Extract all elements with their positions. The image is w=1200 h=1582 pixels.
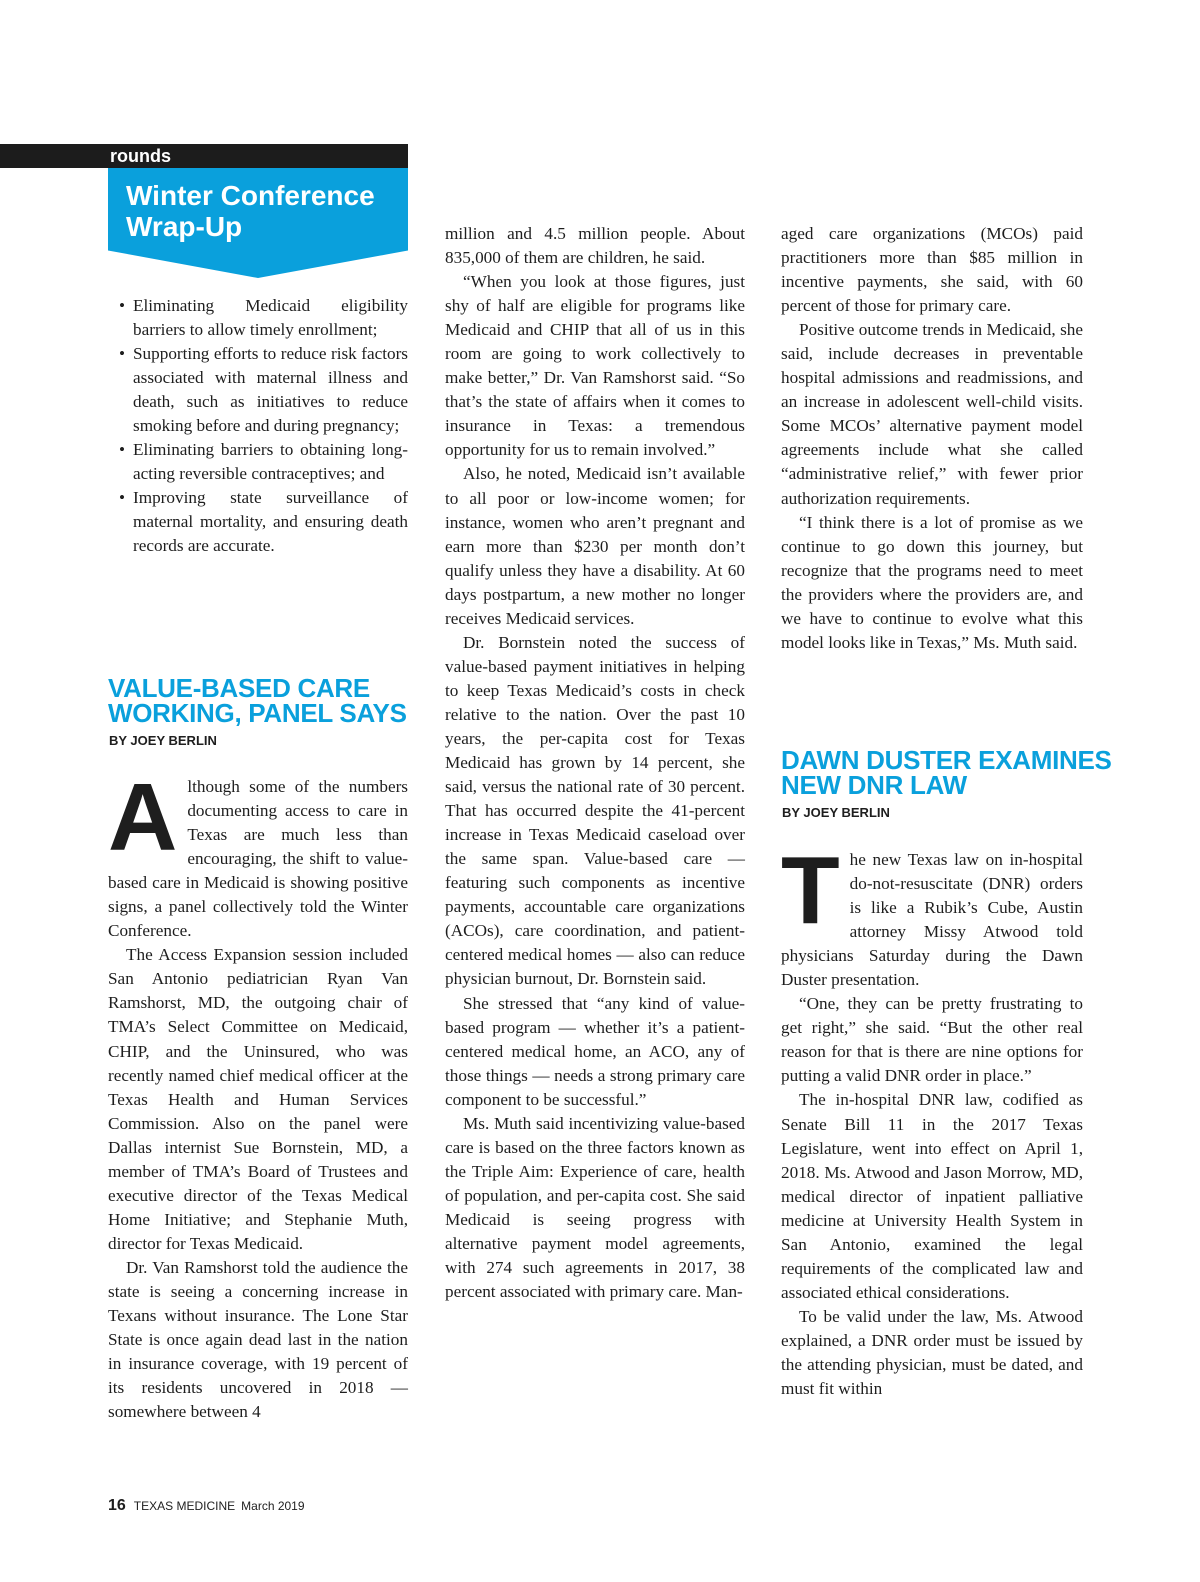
article1-paragraph: Ms. Muth said incentivizing value-based care is based on the three factors known as the Triple Aim: Experience of care, health of population, and per-capita cost. She said Medicaid is seeing progress with alternative payment model agreements, with 274 such agreements in 2017, 38 percent associated with primary care. Man-: [445, 1113, 745, 1302]
article2-body: [781, 837, 1083, 1401]
article1-paragraph: “When you look at those figures, just shy of half are eligible for programs like Medicaid and CHIP that all of us in this room are going to work collectively to make better,” Dr. Van Ramshorst said. “So that’s the state of affairs when it comes to insurance in Texas: a tremendous opportunity for us to remain involved.”: [445, 272, 745, 460]
bullet-icon: •: [119, 296, 126, 315]
bullet-item: • Eliminating barriers to obtaining long-acting reversible contraceptives; and: [119, 440, 408, 484]
banner-title: Winter Conference Wrap-Up: [126, 180, 375, 242]
article1-paragraph: Dr. Bornstein noted the success of value-based payment initiatives in helping to keep Texas Medicaid’s costs in check relative to the nation. Over the past 10 years, the per-capita cost for Texas Medicaid has grown by 14 percent, she said, versus the national rate of 30 percent. That has occurred despite the 41-percent increase in Texas Medicaid caseload over the same span. Value-based care — featuring such components as incentive payments, accountable care organizations (ACOs), care coordination, and patient-centered medical homes — also can reduce physician burnout, Dr. Bornstein said.: [445, 632, 745, 989]
bullet-list: [108, 294, 408, 559]
article1-paragraph: Although some of the numbers documenting access to care in Texas are much less than encouraging, the shift to value-based care in Medicaid is showing positive signs, a panel collectively told the Winter Conference.: [108, 764, 408, 941]
magazine-name: TEXAS MEDICINE: [133, 1499, 236, 1513]
page-footer: [108, 1497, 305, 1515]
article2-paragraph: To be valid under the law, Ms. Atwood explained, a DNR order must be issued by the attending physician, must be dated, and must fit within: [781, 1306, 1083, 1399]
article1-column-3: [781, 222, 1083, 655]
article1-column-1: [108, 764, 408, 1424]
article1-paragraph: Also, he noted, Medicaid isn’t available to all poor or low-income women; for instance, women who aren’t pregnant and earn more than $230 per month don’t qualify unless they have a disability. At 60 days postpartum, a new mother no longer receives Medicaid services.: [445, 464, 745, 628]
article2-paragraph: The in-hospital DNR law, codified as Senate Bill 11 in the 2017 Texas Legislature, went into effect on April 1, 2018. Ms. Atwood and Jason Morrow, MD, medical director of inpatient palliative medicine at University Health System in San Antonio, examined the legal requirements of the complicated law and associated ethical considerations.: [781, 1090, 1083, 1302]
article1-paragraph: She stressed that “any kind of value-based program — whether it’s a patient-centered medical home, an ACO, any of those things — needs a strong primary care component to be successful.”: [445, 993, 745, 1109]
bullet-icon: •: [119, 440, 126, 460]
section-label: rounds: [110, 146, 171, 166]
article1-paragraph: Positive outcome trends in Medicaid, she said, include decreases in preventable hospital admissions and readmissions, and an increase in adolescent well-child visits. Some MCOs’ alternative payment model agreements include what she called “administrative relief,” with fewer prior authorization requirements.: [781, 320, 1083, 508]
bullet-item: • Eliminating Medicaid eligibility barriers to allow timely enrollment;: [119, 296, 408, 340]
issue-date: March 2019: [241, 1499, 305, 1513]
bullet-item: • Supporting efforts to reduce risk factors associated with maternal illness and death, such as initiatives to reduce smoking before and during pregnancy;: [119, 344, 408, 436]
article1-column-2: [445, 222, 745, 1304]
article2-headline: DAWN DUSTER EXAMINES NEW DNR LAW: [781, 745, 1112, 800]
article1-paragraph: Dr. Van Ramshorst told the audience the state is seeing a concerning increase in Texans without insurance. The Lone Star State is once again dead last in the nation in insurance coverage, with 19 percent of its residents uncovered in 2018 — somewhere between 4: [108, 1257, 408, 1422]
article2-byline: BY JOEY BERLIN: [782, 805, 890, 820]
article1-byline: BY JOEY BERLIN: [109, 733, 217, 748]
article2-paragraph: The new Texas law on in-hospital do-not-resuscitate (DNR) orders is like a Rubik’s Cube, Austin attorney Missy Atwood told physicians Saturday during the Dawn Duster presentation.: [781, 837, 1083, 990]
bullet-item: • Improving state surveillance of maternal mortality, and ensuring death records are accurate.: [119, 488, 408, 556]
section-bar: [0, 144, 408, 168]
page-number: 16: [108, 1497, 126, 1514]
dropcap: T: [781, 837, 840, 944]
bullet-icon: •: [119, 488, 126, 508]
article1-paragraph: “I think there is a lot of promise as we continue to go down this journey, but recognize that the programs need to meet the providers where the providers are, and we have to continue to evolve what this model looks like in Texas,” Ms. Muth said.: [781, 512, 1083, 652]
article1-paragraph: aged care organizations (MCOs) paid practitioners more than $85 million in incentive payments, she said, with 60 percent of those for primary care.: [781, 224, 1083, 316]
article2-paragraph: “One, they can be pretty frustrating to get right,” she said. “But the other real reason for that is there are nine options for putting a valid DNR order in place.”: [781, 994, 1083, 1086]
article1-paragraph: The Access Expansion session included San Antonio pediatrician Ryan Van Ramshorst, MD, the outgoing chair of TMA’s Select Committee on Medicaid, CHIP, and the Uninsured, who was recently named chief medical officer at the Texas Health and Human Services Commission. Also on the panel were Dallas internist Sue Bornstein, MD, a member of TMA’s Board of Trustees and executive director of the Texas Medical Home Initiative; and Stephanie Muth, director for Texas Medicaid.: [108, 945, 408, 1253]
dropcap: A: [108, 764, 178, 871]
article1-paragraph: million and 4.5 million people. About 835,000 of them are children, he said.: [445, 224, 745, 268]
article1-headline: VALUE-BASED CARE WORKING, PANEL SAYS: [108, 673, 407, 728]
bullet-list-column: [108, 294, 408, 559]
bullet-icon: •: [119, 344, 126, 364]
